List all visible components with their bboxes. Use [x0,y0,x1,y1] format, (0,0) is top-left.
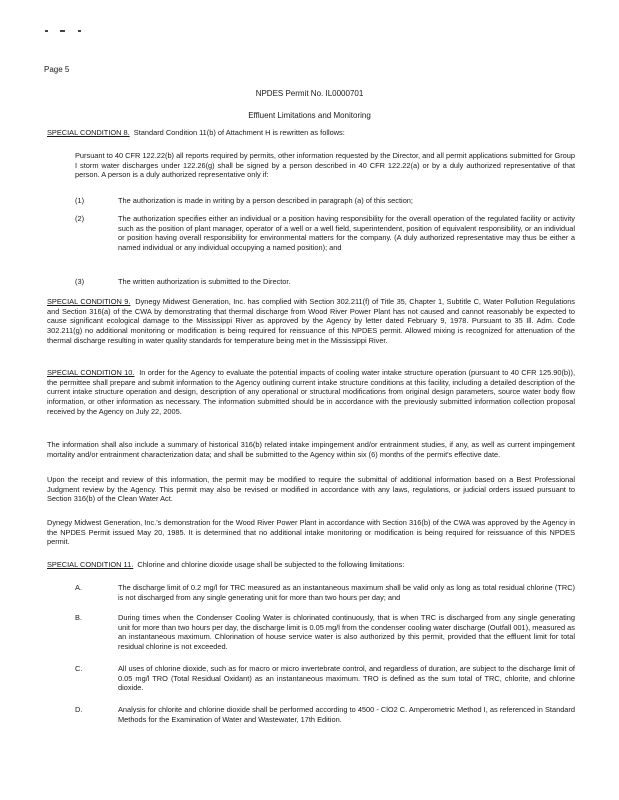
item-text: The authorization specifies either an individual or a position having responsibility for the overall operation of the regulated facility or activity such as the position of plant manager, operator of a well or a well field, superintendent, position of equivalent responsibility, or an individual or position having overall responsibility for environmental matters for the company. (A duly authorized representative may thus be either a named individual or any individual occupying a named position); and [118,214,575,253]
scan-mark [45,30,48,32]
item-label: (1) [75,196,85,205]
item-label: C. [75,664,83,673]
item-text: All uses of chlorine dioxide, such as for macro or micro invertebrate control, and regardless of duration, are subject to the discharge limit of 0.05 mg/l TRO (Total Residual Oxidant) as an instantaneous maximum. TRO is defined as the sum total of TRC, chlorite, and chlorine dioxide. [118,664,575,693]
item-label: B. [75,613,82,622]
condition-8-body: Pursuant to 40 CFR 122.22(b) all reports required by permits, other information requested by the Director, and all permit applications submitted for Group I storm water discharges under 122.26(g) shall be signed by a person described in 40 CFR 122.22(a) or by a duly authorized representative of that person. A person is a duly authorized representative only if: [75,151,575,180]
condition-10-para-3: Upon the receipt and review of this information, the permit may be modified to require the submittal of additional information based on a Best Professional Judgment review by the Agency. This permit may also be revised or modified in accordance with any laws, regulations, or judicial orders issued pursuant to Section 316(b) of the Clean Water Act. [47,475,575,504]
condition-8-intro: Standard Condition 11(b) of Attachment H is rewritten as follows: [133,128,345,137]
condition-10-para-2: The information shall also include a summary of historical 316(b) related intake impingement and/or entrainment studies, if any, as well as current impingement mortality and/or entrainment characterization data; and shall be submitted to the Agency within six (6) months of the permit's effective date. [47,440,575,459]
condition-10-para-4: Dynegy Midwest Generation, Inc.'s demonstration for the Wood River Power Plant in accordance with Section 316(b) of the CWA was approved by the Agency in the NPDES Permit issued May 20, 1985. It is determined that no additional intake monitoring or modification is being required for reissuance of this NPDES permit. [47,518,575,547]
item-label: (3) [75,277,85,286]
item-text: During times when the Condenser Cooling Water is chlorinated continuously, that is when TRC is discharged from any single generating unit for more than two hours per day, the discharge limit is 0.05 mg/l from the condenser cooling water discharge (Outfall 001), measured as an instantaneous maximum. Chlorination of house service water is also authorized by this permit, provided that the effluent limit for total residual chlorine is not exceeded. [118,613,575,652]
condition-8-heading: SPECIAL CONDITION 8. [47,128,130,137]
condition-9-body: Dynegy Midwest Generation, Inc. has complied with Section 302.211(f) of Title 35, Chapter 1, Subtitle C, Water Pollution Regulations and Section 316(a) of the CWA by demonstrating that thermal discharge from Wood River Power Plant has not caused and cannot reasonably be expected to cause significant ecological damage to the Mississippi River as approved by the Agency by letter dated February 9, 1978. Pursuant to 35 Ill. Adm. Code 302.211(g) no additional monitoring or modification is being required for reissuance of this NPDES permit. Allowed mixing is recognized for attenuation of the thermal discharge resulting in water quality standards for temperature being met in the Mississippi River. [47,297,576,345]
condition-11-heading-line [47,560,575,570]
condition-10-heading: SPECIAL CONDITION 10. [47,368,135,377]
item-text: The discharge limit of 0.2 mg/l for TRC measured as an instantaneous maximum shall be valid only as long as total residual chlorine (TRC) is not discharged from any single generating unit for more than two hours per day; and [118,583,575,602]
page-number: Page 5 [44,65,70,74]
permit-title: NPDES Permit No. IL0000701 [255,89,364,98]
item-label: D. [75,705,83,714]
condition-10-body: In order for the Agency to evaluate the potential impacts of cooling water intake structure operation (pursuant to 40 CFR 125.90(b)), the permittee shall prepare and submit information to the Agency outlining current intake structure conditions at this facility, including a detailed description of the current intake structure operation and design, description of any operational or structural modifications from original design parameters, source water body flow information, or other information as necessary. The information submitted should be in accordance with the previously submitted information collection proposal received by the Agency on July 22, 2005. [47,368,576,416]
condition-8-heading-line [47,128,575,138]
condition-11-heading: SPECIAL CONDITION 11. [47,560,134,569]
scan-mark [78,30,81,32]
condition-9-heading: SPECIAL CONDITION 9. [47,297,131,306]
item-text: The authorization is made in writing by a person described in paragraph (a) of this section; [118,196,413,205]
condition-10 [47,368,575,417]
item-label: (2) [75,214,85,223]
item-text: Analysis for chlorite and chlorine dioxide shall be performed according to 4500 - ClO2 C. Amperometric Method I, as referenced in Standard Methods for the Examination of Water and Wastewater, 17th Edition. [118,705,575,724]
condition-11-intro: Chlorine and chlorine dioxide usage shall be subjected to the following limitations: [137,560,405,569]
item-text: The written authorization is submitted to the Director. [118,277,291,286]
item-label: A. [75,583,82,592]
condition-9 [47,297,575,346]
section-subtitle: Effluent Limitations and Monitoring [248,111,371,120]
scan-mark [60,30,65,32]
